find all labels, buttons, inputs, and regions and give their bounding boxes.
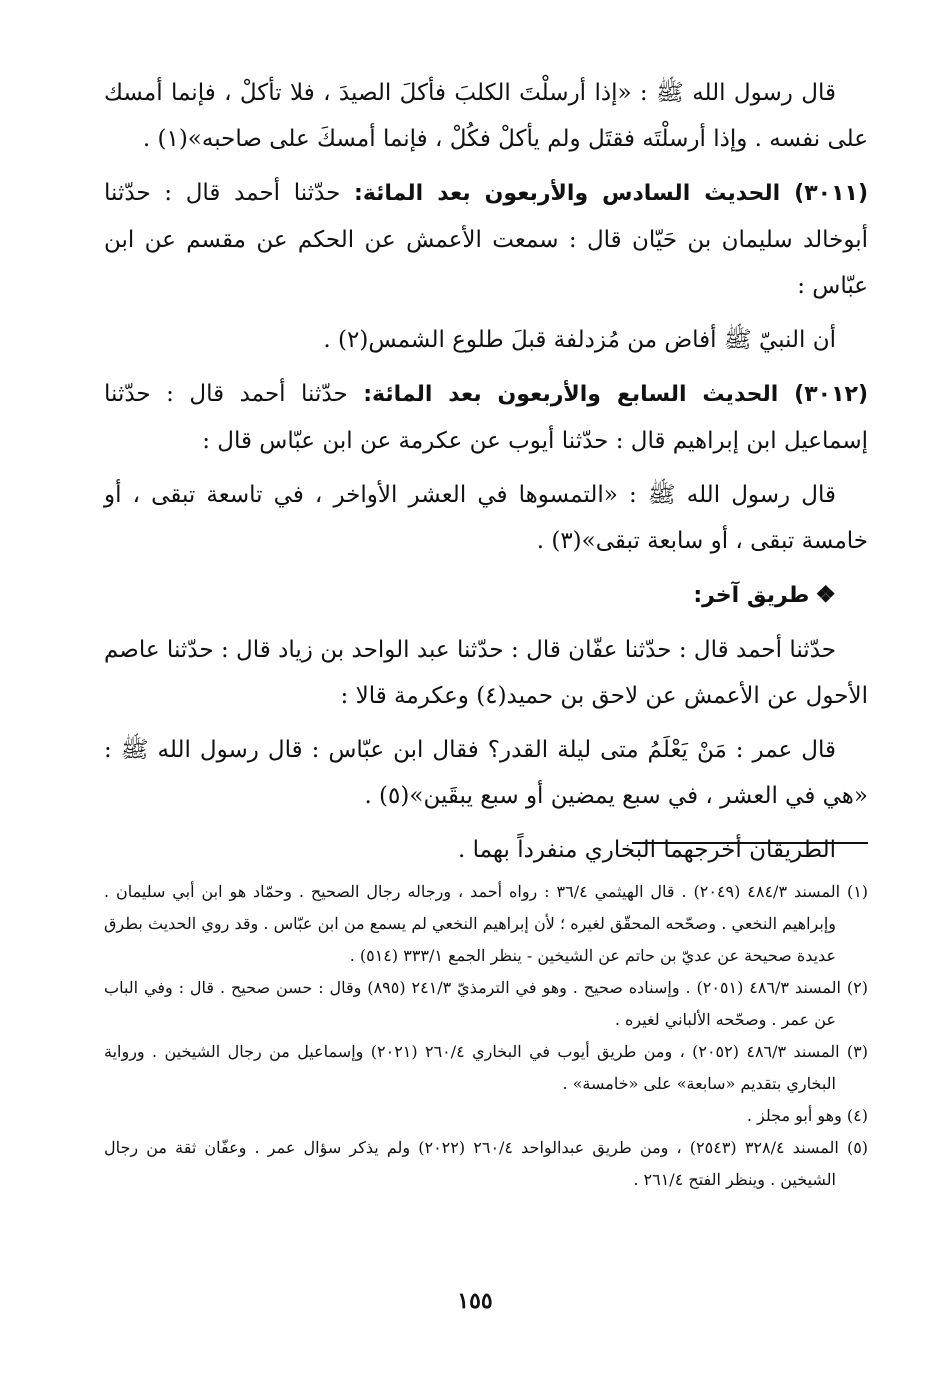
- footnotes: [104, 876, 868, 1196]
- footnote-text: وهو أبو مجلز .: [746, 1106, 842, 1125]
- paragraph-1: قال رسول الله ﷺ : «إذا أرسلْتَ الكلبَ فأكلَ الصيدَ ، فلا تأكلْ ، فإنما أمسك على نفسه . وإذا أرسلْتَه فقتَل ولم يأكلْ فكُلْ ، فإنما أمسكَ على صاحبه»(١) .: [104, 80, 868, 152]
- hadith-3011-chain: حدّثنا أحمد قال : حدّثنا أبوخالد سليمان بن حَيّان قال : سمعت الأعمش عن الحكم عن مقسم عن ابن عبّاس :: [104, 180, 868, 299]
- paragraph-5: قال رسول الله ﷺ : «التمسوها في العشر الأواخر ، في تاسعة تبقى ، أو خامسة تبقى ، أو سابعة تبقى»(٣) .: [104, 482, 868, 554]
- footnote-text: المسند ٤٨٦/٣ (٢٠٥١) . وإسناده صحيح . وهو في الترمذيّ ٢٤١/٣ (٨٩٥) وقال : حسن صحيح . قال : وفي الباب عن عمر . وصحّحه الألباني لغيره .: [104, 978, 841, 1029]
- hadith-3012-heading: (٣٠١٢) الحديث السابع والأربعون بعد المائة:: [363, 382, 868, 407]
- footnote-text: المسند ٣٢٨/٤ (٢٥٤٣) ، ومن طريق عبدالواحد ٢٦٠/٤ (٢٠٢٢) ولم يذكر سؤال عمر . وعفّان ثقة من رجال الشيخين . وينظر الفتح ٢٦١/٤ .: [104, 1138, 839, 1189]
- another-route-label: طريق آخر:: [693, 583, 810, 608]
- footnote-3: [104, 1036, 868, 1100]
- paragraph-7: قال عمر : مَنْ يَعْلَمُ متى ليلة القدر؟ فقال ابن عبّاس : قال رسول الله ﷺ : «هي في العشر ، في سبع يمضين أو سبع يبقَين»(٥) .: [104, 737, 868, 809]
- paragraph-8: الطريقان أخرجهما البخاري منفرداً بهما .: [457, 837, 836, 863]
- footnote-4: [104, 1100, 868, 1132]
- diamond-bullet-icon: ❖: [815, 581, 836, 608]
- footnote-divider: [632, 842, 868, 844]
- footnote-number: (٢): [846, 978, 869, 997]
- footnote-number: (٣): [846, 1042, 869, 1061]
- footnote-5: [104, 1132, 868, 1196]
- hadith-3012: [104, 371, 868, 464]
- hadith-3011-heading: (٣٠١١) الحديث السادس والأربعون بعد المائة:: [354, 181, 868, 206]
- hadith-3012-chain: حدّثنا أحمد قال : حدّثنا إسماعيل ابن إبراهيم قال : حدّثنا أيوب عن عكرمة عن ابن عبّاس قال :: [104, 381, 868, 454]
- paragraph-3: أن النبيّ ﷺ أفاض من مُزدلفة قبلَ طلوع الشمس(٢) .: [323, 327, 836, 353]
- footnote-number: (٤): [846, 1106, 868, 1125]
- paragraph-6: حدّثنا أحمد قال : حدّثنا عفّان قال : حدّثنا عبد الواحد بن زياد قال : حدّثنا عاصم الأحول عن الأعمش عن لاحق بن حميد(٤) وعكرمة قالا :: [104, 637, 868, 709]
- footnote-number: (٥): [846, 1138, 869, 1157]
- footnote-2: [104, 972, 868, 1036]
- footnote-1: [104, 876, 868, 972]
- footnote-text: المسند ٤٨٤/٣ (٢٠٤٩) . قال الهيثمي ٣٦/٤ : رواه أحمد ، ورجاله رجال الصحيح . وحمّاد هو ابن أبي سليمان . وإبراهيم النخعي . وصحّحه المحقّق لغيره ؛ لأن إبراهيم النخعي لم يسمع من ابن عبّاس . وقد روي الحديث بطرق عديدة صحيحة عن عديّ بن حاتم عن الشيخين - ينظر الجمع ٣٣٣/١ (٥١٤) .: [104, 882, 841, 965]
- hadith-3011: [104, 170, 868, 309]
- page-number: ١٥٥: [457, 1288, 493, 1314]
- another-route-heading: [104, 572, 868, 619]
- footnote-text: المسند ٤٨٦/٣ (٢٠٥٢) ، ومن طريق أيوب في البخاري ٢٦٠/٤ (٢٠٢١) وإسماعيل من رجال الشيخين . ورواية البخاري بتقديم «سابعة» على «خامسة» .: [104, 1042, 840, 1093]
- footnote-number: (١): [846, 882, 869, 901]
